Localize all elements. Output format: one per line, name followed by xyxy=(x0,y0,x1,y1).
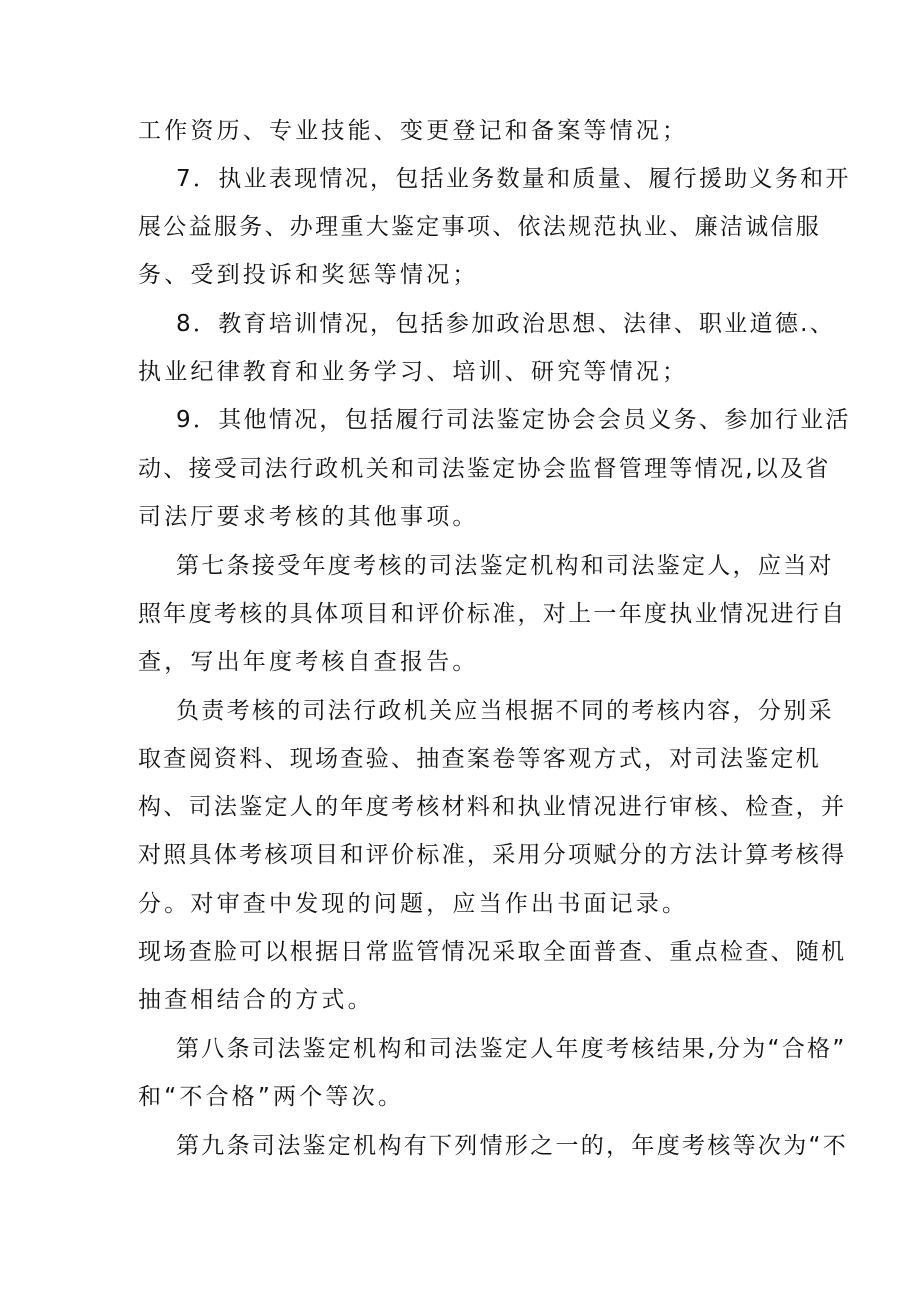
text-line: 司法厅要求考核的其他事项。 xyxy=(138,504,479,530)
text-line: 负责考核的司法行政机关应当根据不同的考核内容，分别采 xyxy=(176,698,834,724)
text-line: 抽查相结合的方式。 xyxy=(138,987,374,1013)
text-line: 现场查脸可以根据日常监管情况采取全面普查、重点检查、随机 xyxy=(138,939,847,965)
text-line: 工作资历、专业技能、变更登记和备案等情况； xyxy=(138,118,689,144)
text-line: 构、司法鉴定人的年度考核材料和执业情况进行审核、检查，并 xyxy=(138,794,847,820)
text-line: 动、接受司法行政机关和司法鉴定协会监督管理等情况,以及省 xyxy=(138,456,831,482)
text-line: 第八条司法鉴定机构和司法鉴定人年度考核结果,分为“合格” xyxy=(176,1036,847,1062)
text-line: 照年度考核的具体项目和评价标准，对上一年度执业情况进行自 xyxy=(138,601,847,627)
text-line: 取查阅资料、现场查验、抽查案卷等客观方式，对司法鉴定机 xyxy=(138,746,822,772)
text-line: 分。对审查中发现的问题，应当作出书面记录。 xyxy=(138,891,689,917)
text-line: 8．教育培训情况，包括参加政治思想、法律、职业道德.、 xyxy=(176,311,836,337)
text-line: 展公益服务、办理重大鉴定事项、依法规范执业、廉洁诚信服 xyxy=(138,214,822,240)
text-line: 9．其他情况，包括履行司法鉴定协会会员义务、参加行业活 xyxy=(176,407,851,433)
text-line: 7．执业表现情况，包括业务数量和质量、履行援助义务和开 xyxy=(176,166,851,192)
text-line: 执业纪律教育和业务学习、培训、研究等情况； xyxy=(138,359,689,385)
text-line: 第七条接受年度考核的司法鉴定机构和司法鉴定人，应当对 xyxy=(176,553,834,579)
text-line: 对照具体考核项目和评价标准，采用分项赋分的方法计算考核得 xyxy=(138,842,847,868)
text-line: 和“不合格”两个等次。 xyxy=(138,1084,405,1110)
text-line: 第九条司法鉴定机构有下列情形之一的，年度考核等次为“不 xyxy=(176,1133,849,1159)
text-line: 务、受到投诉和奖惩等情况； xyxy=(138,262,479,288)
text-line: 查，写出年度考核自查报告。 xyxy=(138,649,479,675)
